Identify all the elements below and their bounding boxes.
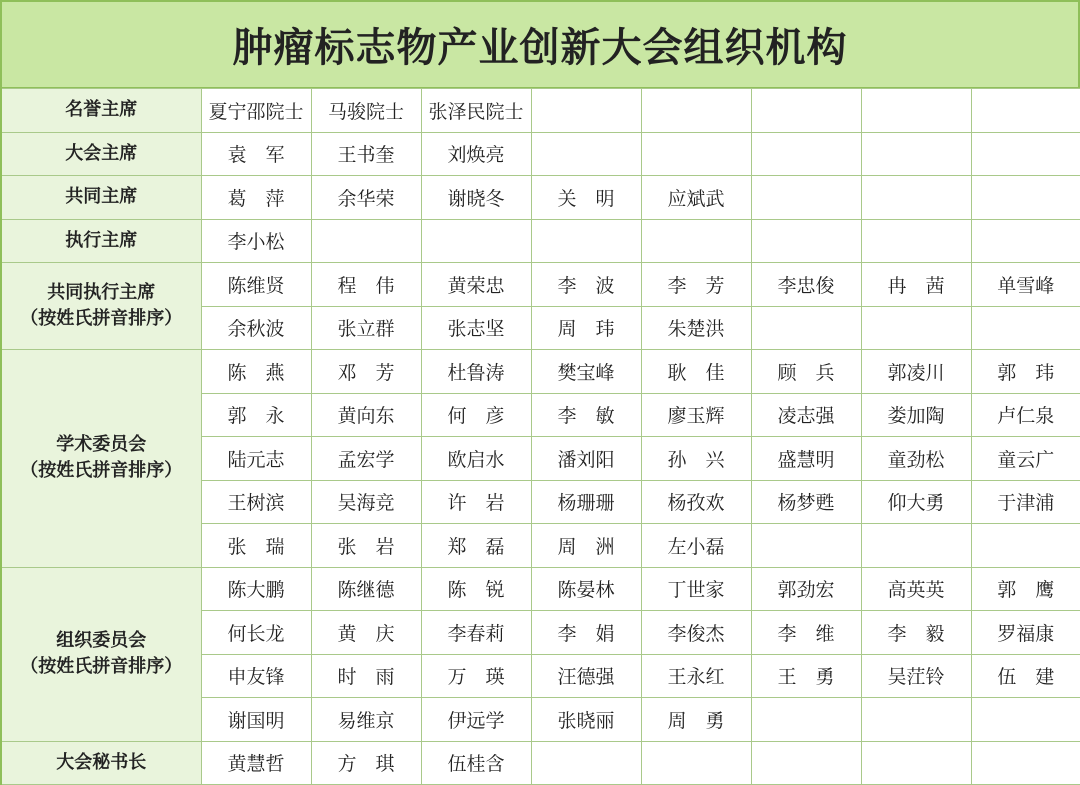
member-name-cell: 吴海竞: [311, 480, 421, 524]
member-name-cell: 左小磊: [641, 524, 751, 568]
member-name-cell: [751, 132, 861, 176]
section-label-co-exec-chair: [1, 263, 201, 350]
member-name-cell: 张 瑞: [201, 524, 311, 568]
member-name-cell: 罗福康: [971, 611, 1080, 655]
section-label-organizing: [1, 567, 201, 741]
member-name-cell: 黄向东: [311, 393, 421, 437]
member-name-cell: 张泽民院士: [421, 89, 531, 133]
section-label-chair: [1, 132, 201, 176]
member-name-cell: 郭 永: [201, 393, 311, 437]
member-name-cell: [751, 524, 861, 568]
member-name-cell: 谢晓冬: [421, 176, 531, 220]
section-title: 大会秘书长: [56, 751, 147, 773]
member-name-cell: 郭 鹰: [971, 567, 1080, 611]
member-name-cell: 何长龙: [201, 611, 311, 655]
member-name-cell: 伊远学: [421, 698, 531, 742]
member-name-cell: 谢国明: [201, 698, 311, 742]
member-name-cell: [641, 89, 751, 133]
member-name-cell: 王树滨: [201, 480, 311, 524]
member-name-cell: [971, 132, 1080, 176]
section-subtitle: （按姓氏拼音排序）: [20, 308, 183, 329]
member-name-cell: [751, 89, 861, 133]
table-row: [1, 132, 1080, 176]
member-name-cell: 单雪峰: [971, 263, 1080, 307]
table-row: [1, 89, 1080, 133]
member-name-cell: 高英英: [861, 567, 971, 611]
member-name-cell: [861, 306, 971, 350]
member-name-cell: 黄慧哲: [201, 741, 311, 785]
member-name-cell: 易维京: [311, 698, 421, 742]
member-name-cell: 李 敏: [531, 393, 641, 437]
member-name-cell: 孙 兴: [641, 437, 751, 481]
member-name-cell: 陈 燕: [201, 350, 311, 394]
member-name-cell: 许 岩: [421, 480, 531, 524]
member-name-cell: [971, 524, 1080, 568]
member-name-cell: [861, 698, 971, 742]
member-name-cell: 欧启水: [421, 437, 531, 481]
member-name-cell: 王 勇: [751, 654, 861, 698]
member-name-cell: [751, 219, 861, 263]
member-name-cell: 张晓丽: [531, 698, 641, 742]
member-name-cell: [531, 219, 641, 263]
member-name-cell: 樊宝峰: [531, 350, 641, 394]
member-name-cell: [861, 219, 971, 263]
section-subtitle: （按姓氏拼音排序）: [20, 656, 183, 677]
member-name-cell: 李春莉: [421, 611, 531, 655]
member-name-cell: 应斌武: [641, 176, 751, 220]
member-name-cell: [641, 741, 751, 785]
member-name-cell: 张 岩: [311, 524, 421, 568]
member-name-cell: 关 明: [531, 176, 641, 220]
member-name-cell: 葛 萍: [201, 176, 311, 220]
member-name-cell: 杨梦甦: [751, 480, 861, 524]
member-name-cell: 王永红: [641, 654, 751, 698]
member-name-cell: 余华荣: [311, 176, 421, 220]
member-name-cell: 郭劲宏: [751, 567, 861, 611]
member-name-cell: 夏宁邵院士: [201, 89, 311, 133]
member-name-cell: 杜鲁涛: [421, 350, 531, 394]
section-label-secretary: [1, 741, 201, 785]
member-name-cell: 周 洲: [531, 524, 641, 568]
table-row: [1, 567, 1080, 611]
table-row: [1, 219, 1080, 263]
table-row: [1, 176, 1080, 220]
member-name-cell: 耿 佳: [641, 350, 751, 394]
member-name-cell: 李忠俊: [751, 263, 861, 307]
member-name-cell: 丁世家: [641, 567, 751, 611]
member-name-cell: 张立群: [311, 306, 421, 350]
section-subtitle: （按姓氏拼音排序）: [20, 460, 183, 482]
member-name-cell: 何 彦: [421, 393, 531, 437]
member-name-cell: 李 芳: [641, 263, 751, 307]
member-name-cell: 陈晏林: [531, 567, 641, 611]
member-name-cell: 凌志强: [751, 393, 861, 437]
member-name-cell: 李 娟: [531, 611, 641, 655]
member-name-cell: [861, 176, 971, 220]
member-name-cell: [751, 306, 861, 350]
member-name-cell: 邓 芳: [311, 350, 421, 394]
member-name-cell: 万 瑛: [421, 654, 531, 698]
member-name-cell: 杨珊珊: [531, 480, 641, 524]
member-name-cell: 申友锋: [201, 654, 311, 698]
member-name-cell: 陆元志: [201, 437, 311, 481]
member-name-cell: 孟宏学: [311, 437, 421, 481]
member-name-cell: [971, 698, 1080, 742]
member-name-cell: 黄荣忠: [421, 263, 531, 307]
member-name-cell: 吴茳铃: [861, 654, 971, 698]
section-title: 大会主席: [65, 142, 138, 164]
member-name-cell: 袁 军: [201, 132, 311, 176]
title-bar: [0, 0, 1080, 88]
member-name-cell: 李俊杰: [641, 611, 751, 655]
member-name-cell: [971, 741, 1080, 785]
member-name-cell: 娄加陶: [861, 393, 971, 437]
section-title: 执行主席: [65, 229, 138, 251]
member-name-cell: [861, 524, 971, 568]
member-name-cell: [971, 219, 1080, 263]
member-name-cell: 时 雨: [311, 654, 421, 698]
member-name-cell: 周 玮: [531, 306, 641, 350]
section-label-co-chair: [1, 176, 201, 220]
section-label-exec-chair: [1, 219, 201, 263]
member-name-cell: 陈维贤: [201, 263, 311, 307]
member-name-cell: 卢仁泉: [971, 393, 1080, 437]
organization-table: [0, 88, 1080, 785]
section-title: 共同主席: [65, 186, 138, 208]
section-title: 学术委员会: [56, 434, 147, 456]
section-label-academic: [1, 350, 201, 568]
member-name-cell: 马骏院士: [311, 89, 421, 133]
section-title: 共同执行主席: [47, 282, 156, 303]
member-name-cell: 陈继德: [311, 567, 421, 611]
member-name-cell: 仰大勇: [861, 480, 971, 524]
member-name-cell: [531, 89, 641, 133]
member-name-cell: 陈大鹏: [201, 567, 311, 611]
member-name-cell: 余秋波: [201, 306, 311, 350]
member-name-cell: 程 伟: [311, 263, 421, 307]
member-name-cell: [531, 132, 641, 176]
member-name-cell: 朱楚洪: [641, 306, 751, 350]
member-name-cell: [971, 89, 1080, 133]
member-name-cell: 顾 兵: [751, 350, 861, 394]
member-name-cell: 陈 锐: [421, 567, 531, 611]
member-name-cell: 李 维: [751, 611, 861, 655]
member-name-cell: 廖玉辉: [641, 393, 751, 437]
member-name-cell: 周 勇: [641, 698, 751, 742]
member-name-cell: 李小松: [201, 219, 311, 263]
table-row: [1, 263, 1080, 307]
member-name-cell: 童云广: [971, 437, 1080, 481]
page-title: 肿瘤标志物产业创新大会组织机构: [232, 25, 848, 71]
member-name-cell: [751, 698, 861, 742]
member-name-cell: 王书奎: [311, 132, 421, 176]
member-name-cell: 童劲松: [861, 437, 971, 481]
table-row: [1, 741, 1080, 785]
member-name-cell: 潘刘阳: [531, 437, 641, 481]
member-name-cell: [641, 219, 751, 263]
section-label-honorary: [1, 89, 201, 133]
member-name-cell: [421, 219, 531, 263]
member-name-cell: [641, 132, 751, 176]
member-name-cell: 伍 建: [971, 654, 1080, 698]
member-name-cell: 汪德强: [531, 654, 641, 698]
member-name-cell: [861, 89, 971, 133]
member-name-cell: [861, 741, 971, 785]
member-name-cell: [311, 219, 421, 263]
member-name-cell: 李 波: [531, 263, 641, 307]
member-name-cell: 李 毅: [861, 611, 971, 655]
organization-table-body: [1, 89, 1080, 785]
member-name-cell: [861, 132, 971, 176]
member-name-cell: 于津浦: [971, 480, 1080, 524]
member-name-cell: 冉 茜: [861, 263, 971, 307]
member-name-cell: [751, 176, 861, 220]
member-name-cell: [751, 741, 861, 785]
member-name-cell: [971, 176, 1080, 220]
table-row: [1, 350, 1080, 394]
member-name-cell: 郭凌川: [861, 350, 971, 394]
member-name-cell: 郑 磊: [421, 524, 531, 568]
member-name-cell: 郭 玮: [971, 350, 1080, 394]
member-name-cell: 张志坚: [421, 306, 531, 350]
member-name-cell: [531, 741, 641, 785]
member-name-cell: 杨孜欢: [641, 480, 751, 524]
member-name-cell: 刘焕亮: [421, 132, 531, 176]
member-name-cell: [971, 306, 1080, 350]
member-name-cell: 方 琪: [311, 741, 421, 785]
member-name-cell: 伍桂含: [421, 741, 531, 785]
section-title: 名誉主席: [65, 99, 138, 121]
section-title: 组织委员会: [56, 630, 147, 651]
member-name-cell: 黄 庆: [311, 611, 421, 655]
member-name-cell: 盛慧明: [751, 437, 861, 481]
